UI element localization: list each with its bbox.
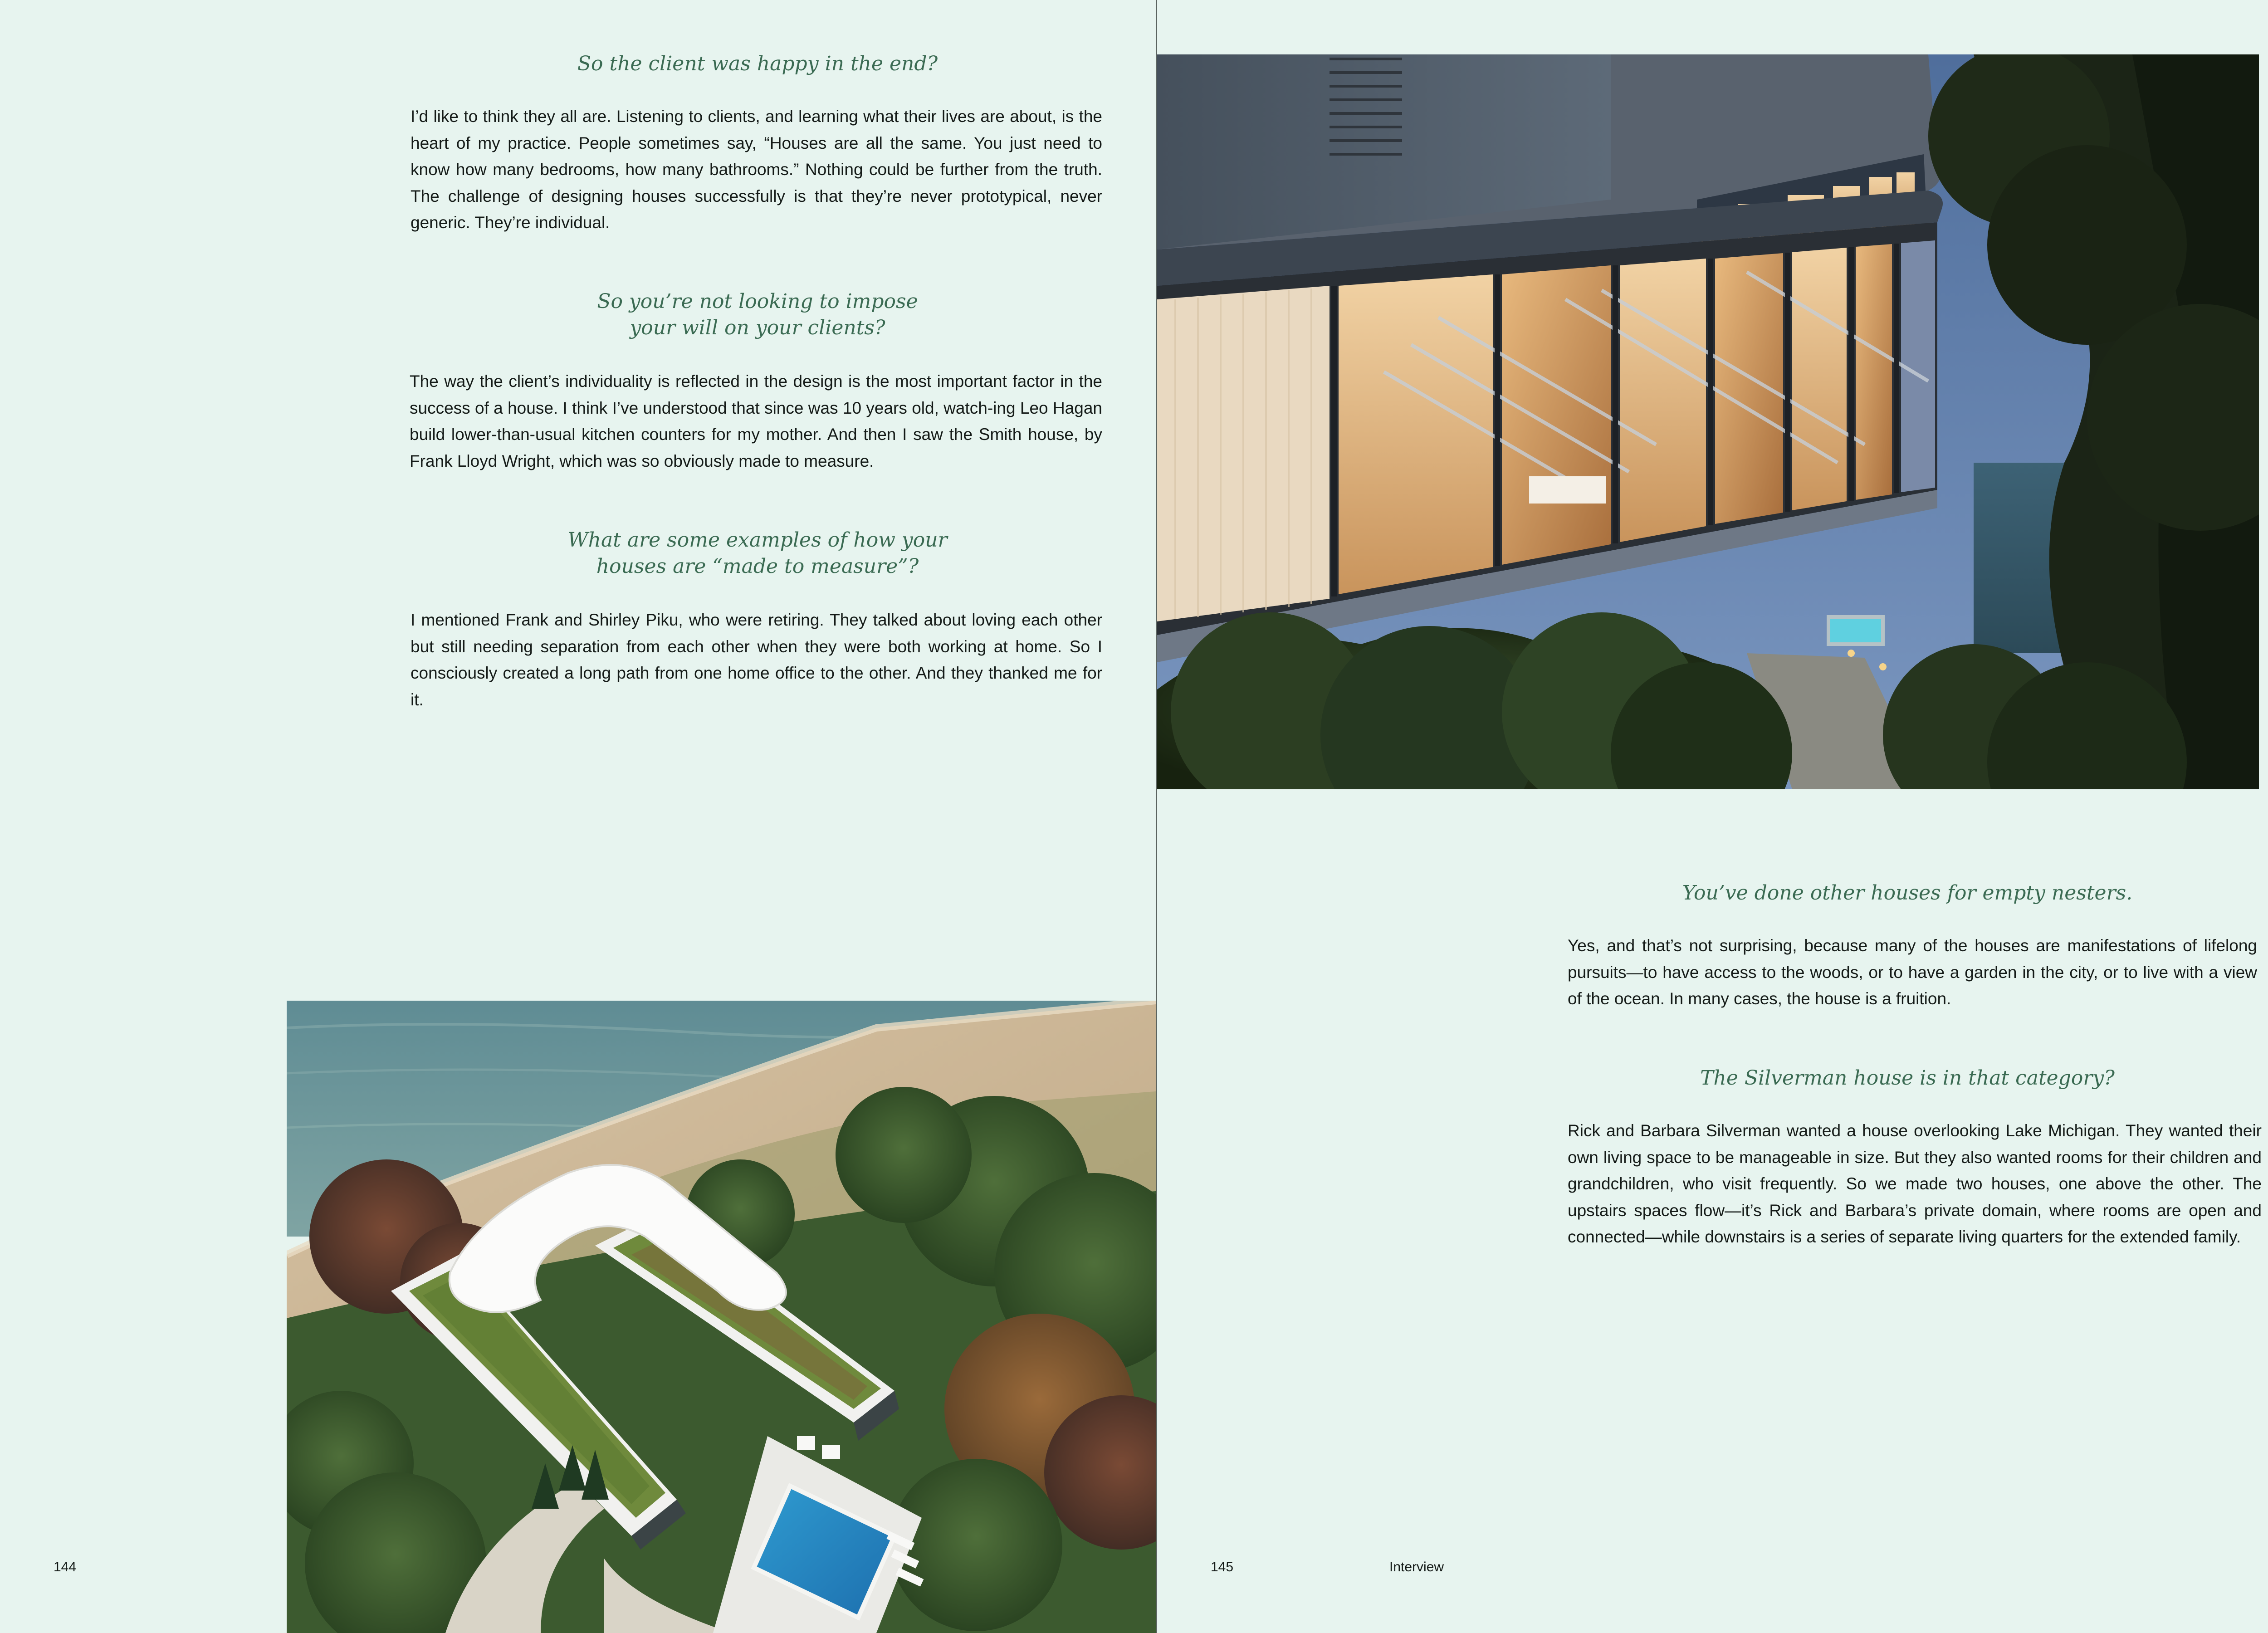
question-2 [411, 288, 1105, 341]
question-3 [411, 527, 1105, 580]
dusk-house-photo [1157, 54, 2259, 789]
running-head: Interview [1389, 1560, 1444, 1574]
answer-1: I’d like to think they all are. Listening to clients, and learning what their lives are about, is the heart of my practice. People sometimes say, “Houses are all the same. You just need to know how many bedrooms, how many bathrooms.” Nothing could be further from the truth. The challenge of designing houses successfully is that they’re never prototypical, never generic. They’re individual. [411, 107, 1102, 232]
answer-4: Yes, and that’s not surprising, because many of the houses are manifestations of lifelong pursuits—to have access to the woods, or to have a garden in the city, or to live with a view of the ocean. In many cases, the house is a fruition. [1568, 936, 2257, 1008]
page-number-left: 144 [54, 1560, 77, 1574]
question-3-line-1: What are some examples of how your [567, 528, 948, 552]
answer-5: Rick and Barbara Silverman wanted a house overlooking Lake Michigan. They wanted their own living space to be manageable in size. But they also wanted rooms for their children and grandchildren, who visit frequently. So we made two houses, one above the other. The upstairs spaces flow—it’s Rick and Barbara’s private domain, where rooms are open and connected—while downstairs is a series of separate living quarters for the extended family. [1568, 1121, 2262, 1246]
right-page [1157, 0, 2268, 1633]
aerial-house-illustration [287, 1001, 1156, 1633]
aerial-house-photo [287, 1001, 1156, 1633]
answer-3: I mentioned Frank and Shirley Piku, who were retiring. They talked about loving each other but still needing separation from each other when they were both working at home. So I consciously created a long path from one home office to the other. And they thanked me for it. [411, 611, 1102, 709]
dusk-house-illustration [1157, 54, 2259, 789]
question-5: The Silverman house is in that category? [1700, 1066, 2115, 1090]
question-2-line-2: your will on your clients? [630, 316, 885, 339]
question-1: So the client was happy in the end? [577, 52, 938, 75]
question-4: You’ve done other houses for empty nesters. [1682, 881, 2133, 905]
question-2-line-1: So you’re not looking to impose [597, 290, 918, 313]
answer-2: The way the client’s individuality is reflected in the design is the most important factor in the success of a house. I think I’ve understood that since was 10 years old, watch-ing Leo Hagan build lower-than-usual kitchen counters for my mother. And then I saw the Smith house, by Frank Lloyd Wright, which was so obviously made to measure. [410, 372, 1102, 470]
question-3-line-2: houses are “made to measure”? [596, 555, 919, 578]
page-number-right: 145 [1211, 1560, 1234, 1574]
